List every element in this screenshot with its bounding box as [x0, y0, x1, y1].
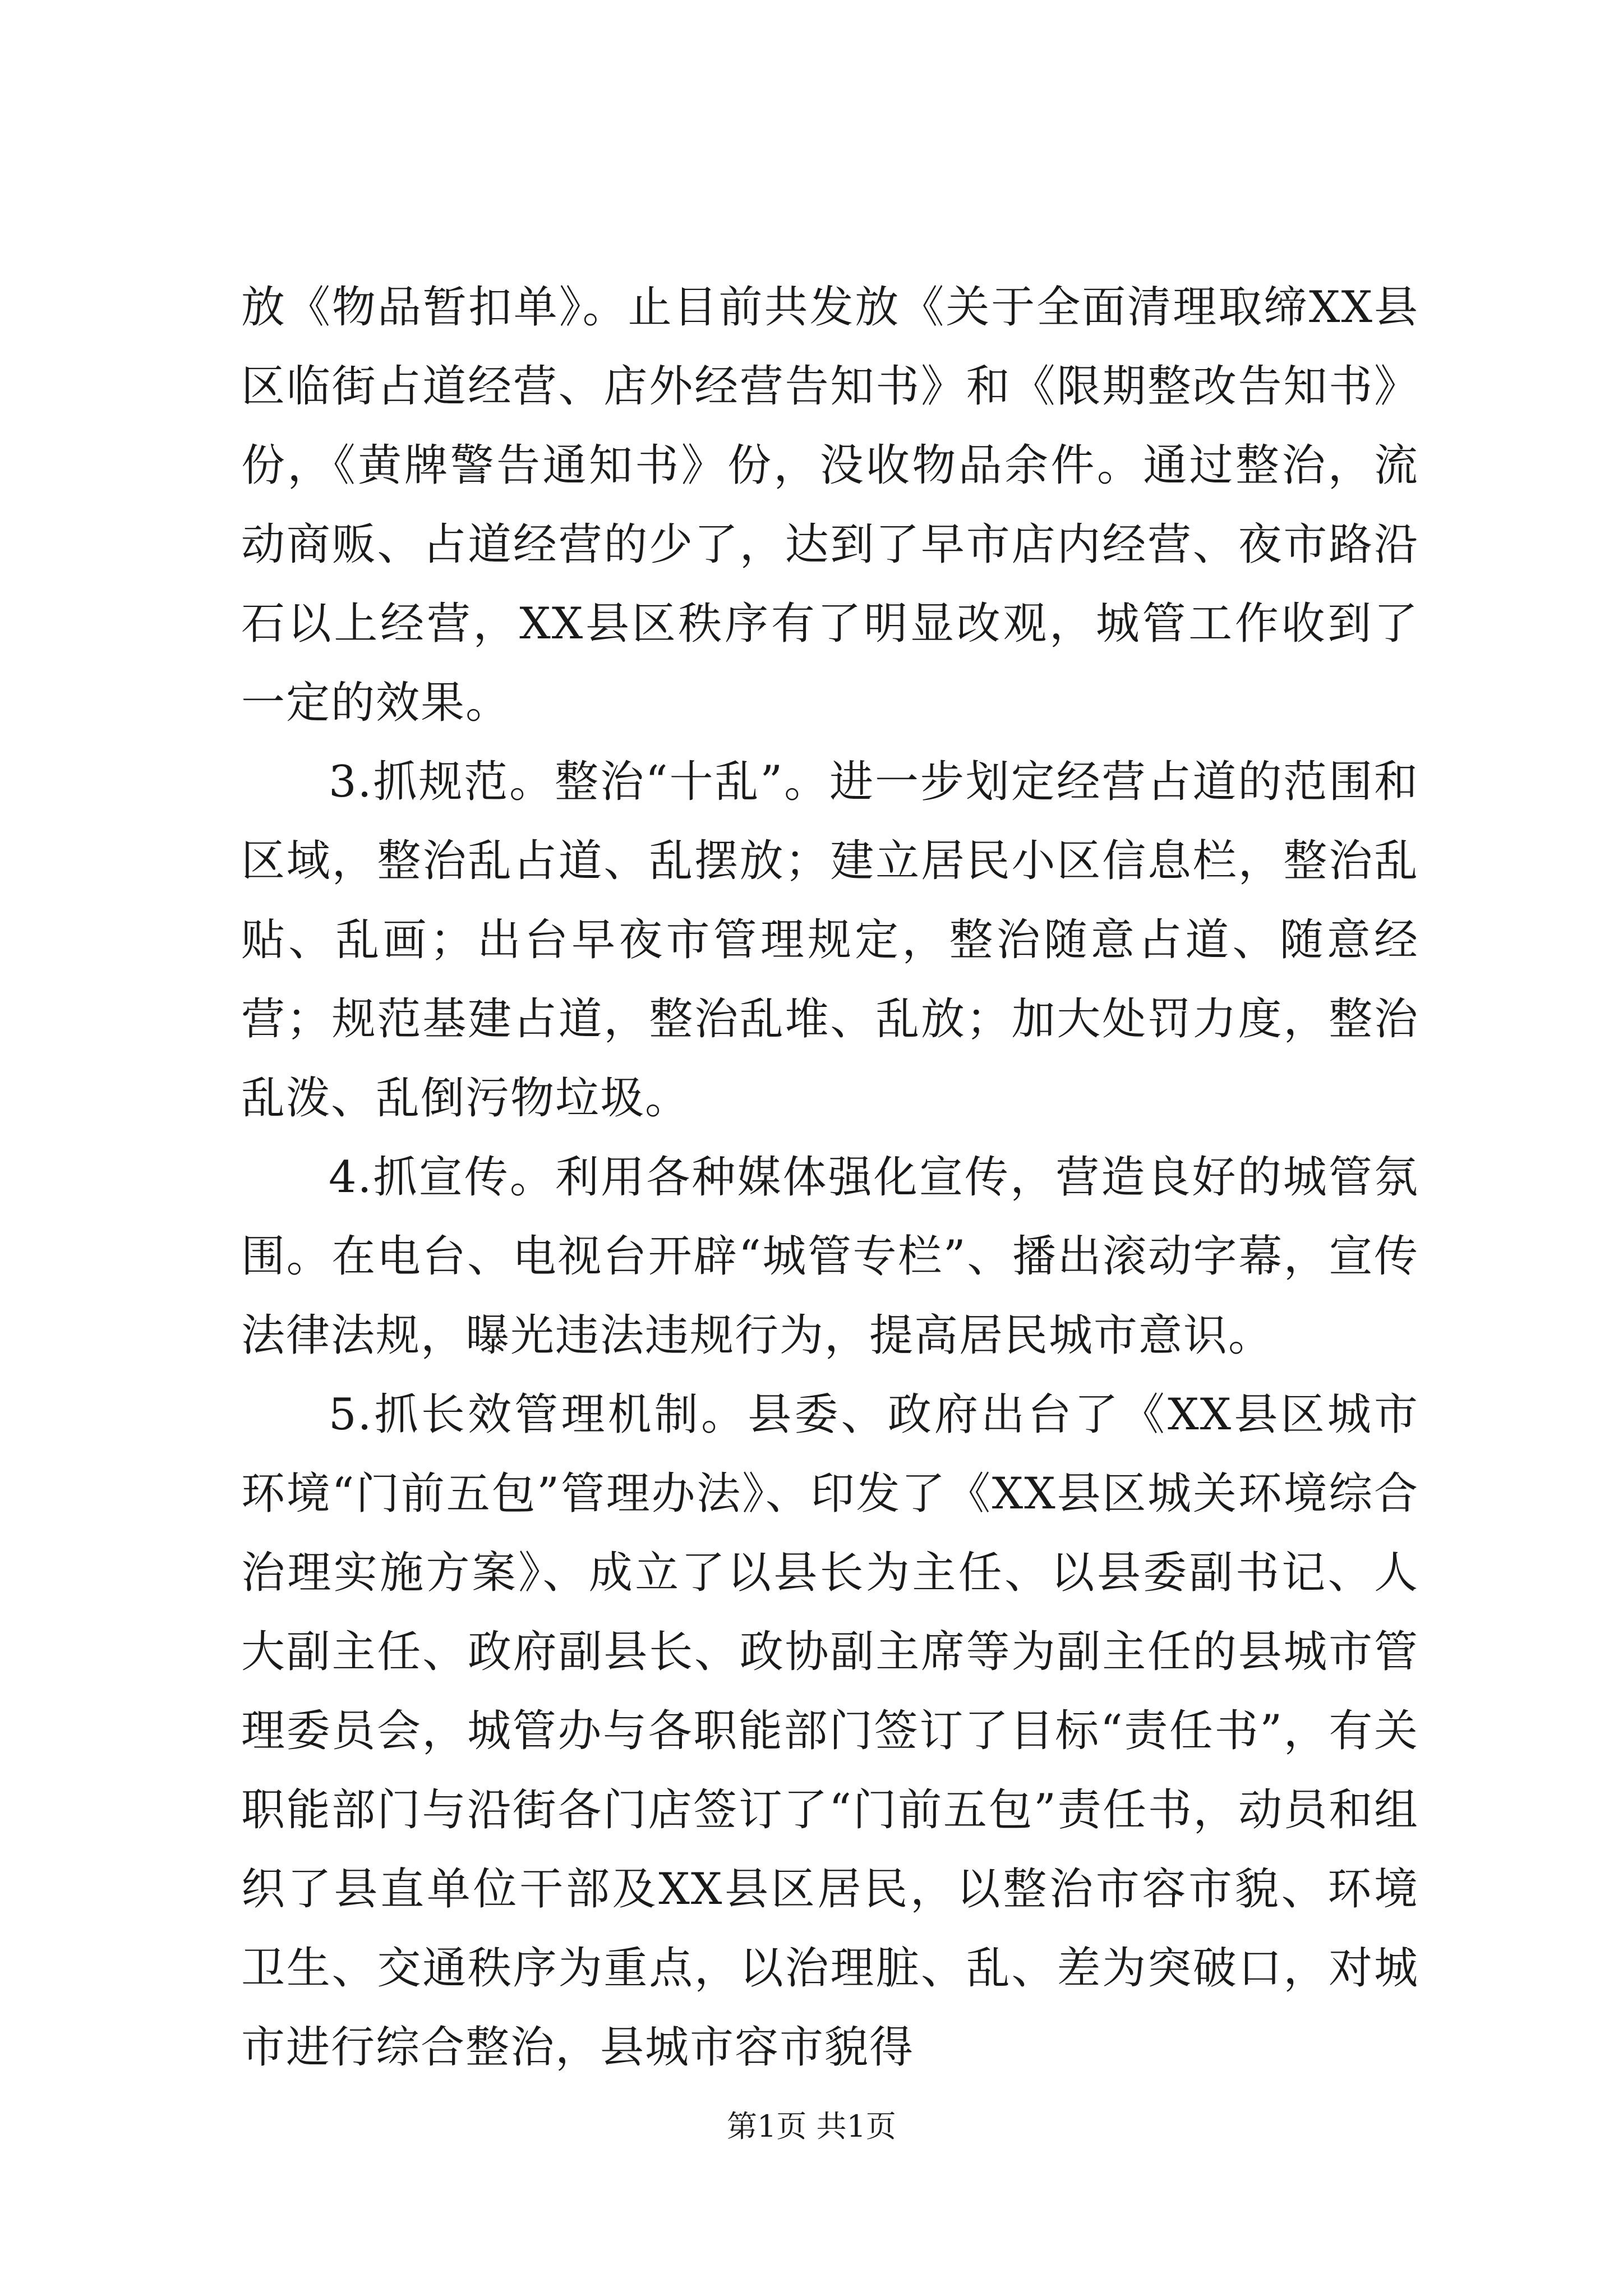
paragraph-regulation: 3.抓规范。整治“十乱”。进一步划定经营占道的范围和区域，整治乱占道、乱摆放；建立居民小区信息栏，整治乱贴、乱画；出台早夜市管理规定，整治随意占道、随意经营；规范基建占道，整治乱堆、乱放；加大处罚力度，整治乱泼、乱倒污物垃圾。	[241, 757, 1419, 1124]
page-footer: 第1页 共1页	[727, 2109, 896, 2144]
paragraph-continued: 放《物品暂扣单》。止目前共发放《关于全面清理取缔XX县区临街占道经营、店外经营告知书》和《限期整改告知书》份，《黄牌警告通知书》份，没收物品余件。通过整治，流动商贩、占道经营的少了，达到了早市店内经营、夜市路沿石以上经营，XX县区秩序有了明显改观，城管工作收到了一定的效果。	[241, 282, 1419, 728]
document-body	[241, 268, 1419, 2087]
paragraph-long-term-mechanism: 5.抓长效管理机制。县委、政府出台了《XX县区城市环境“门前五包”管理办法》、印发了《XX县区城关环境综合治理实施方案》、成立了以县长为主任、以县委副书记、人大副主任、政府副县长、政协副主席等为副主任的县城市管理委员会，城管办与各职能部门签订了目标“责任书”，有关职能部门与沿街各门店签订了“门前五包”责任书，动员和组织了县直单位干部及XX县区居民，以整治市容市貌、环境卫生、交通秩序为重点，以治理脏、乱、差为突破口，对城市进行综合整治，县城市容市貌得	[241, 1389, 1419, 2073]
paragraph-publicity: 4.抓宣传。利用各种媒体强化宣传，营造良好的城管氛围。在电台、电视台开辟“城管专栏”、播出滚动字幕，宣传法律法规，曝光违法违规行为，提高居民城市意识。	[241, 1152, 1419, 1361]
